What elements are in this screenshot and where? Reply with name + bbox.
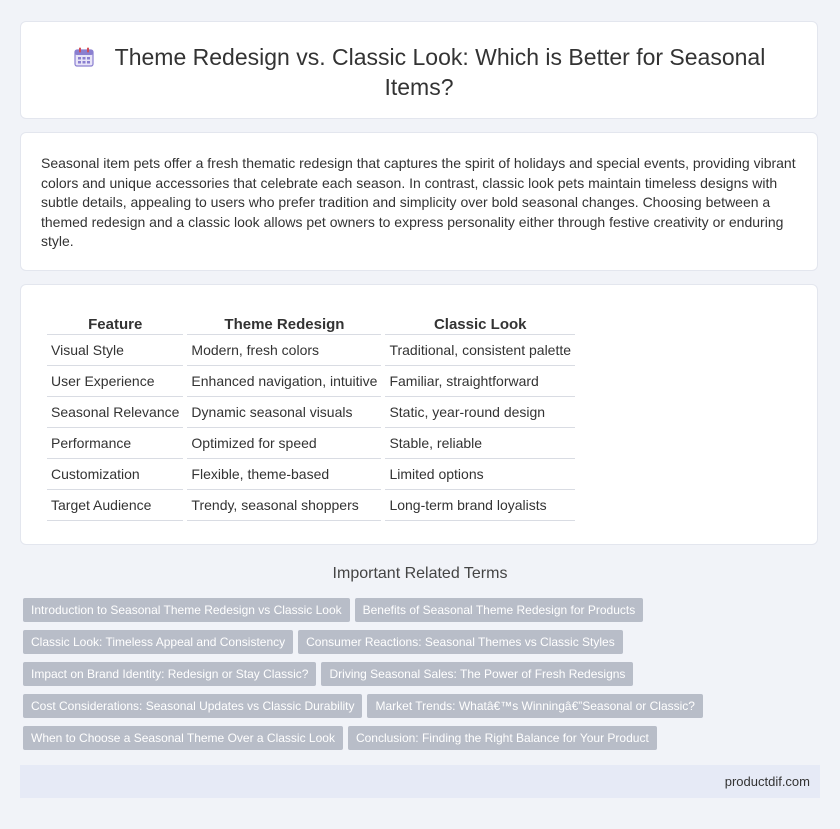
table-cell: Familiar, straightforward	[385, 366, 575, 397]
related-terms-list	[23, 598, 823, 758]
table-cell: Traditional, consistent palette	[385, 335, 575, 366]
table-cell: Target Audience	[47, 490, 183, 521]
intro-card	[20, 132, 818, 271]
table-cell: Optimized for speed	[187, 428, 381, 459]
table-row	[47, 490, 575, 521]
title-line-1: Theme Redesign vs. Classic Look: Which is Better for Seasonal	[114, 44, 766, 70]
comparison-card	[20, 284, 818, 545]
comparison-table	[43, 313, 579, 521]
table-cell: Trendy, seasonal shoppers	[187, 490, 381, 521]
related-term-link[interactable]: Classic Look: Timeless Appeal and Consistency	[23, 630, 293, 654]
table-row	[47, 335, 575, 366]
table-cell: Long-term brand loyalists	[385, 490, 575, 521]
related-term-link[interactable]: Benefits of Seasonal Theme Redesign for Products	[355, 598, 644, 622]
table-cell: User Experience	[47, 366, 183, 397]
related-term-link[interactable]: Consumer Reactions: Seasonal Themes vs Classic Styles	[298, 630, 623, 654]
table-cell: Seasonal Relevance	[47, 397, 183, 428]
calendar-icon	[73, 46, 95, 68]
table-cell: Dynamic seasonal visuals	[187, 397, 381, 428]
intro-text: Seasonal item pets offer a fresh thematic redesign that captures the spirit of holidays and special events, providing vibrant colors and unique accessories that celebrate each season. In contrast, classic look pets maintain timeless designs with subtle details, appealing to users who prefer tradition and simplicity over bold seasonal changes. Choosing between a themed redesign and a classic look allows pet owners to express personality either through festive creativity or enduring style.	[41, 155, 796, 249]
related-terms-title: Important Related Terms	[332, 565, 508, 582]
table-cell: Performance	[47, 428, 183, 459]
header-card	[20, 21, 818, 119]
table-cell: Static, year-round design	[385, 397, 575, 428]
table-cell: Customization	[47, 459, 183, 490]
table-cell: Flexible, theme-based	[187, 459, 381, 490]
table-cell: Modern, fresh colors	[187, 335, 381, 366]
table-row	[47, 459, 575, 490]
table-cell: Stable, reliable	[385, 428, 575, 459]
header-theme-redesign: Theme Redesign	[187, 313, 381, 335]
table-row	[47, 428, 575, 459]
footer-site-link[interactable]: productdif.com	[724, 774, 810, 789]
related-term-link[interactable]: Driving Seasonal Sales: The Power of Fresh Redesigns	[321, 662, 633, 686]
title-line-2: Items?	[384, 74, 454, 100]
related-term-link[interactable]: Conclusion: Finding the Right Balance for Your Product	[348, 726, 657, 750]
table-cell: Visual Style	[47, 335, 183, 366]
related-term-link[interactable]: Market Trends: Whatâ€™s Winningâ€”Seasonal or Classic?	[367, 694, 702, 718]
table-header-row	[47, 313, 575, 335]
table-row	[47, 397, 575, 428]
related-term-link[interactable]: Cost Considerations: Seasonal Updates vs Classic Durability	[23, 694, 362, 718]
table-cell: Enhanced navigation, intuitive	[187, 366, 381, 397]
related-term-link[interactable]: Impact on Brand Identity: Redesign or Stay Classic?	[23, 662, 316, 686]
table-cell: Limited options	[385, 459, 575, 490]
related-term-link[interactable]: When to Choose a Seasonal Theme Over a Classic Look	[23, 726, 343, 750]
footer	[20, 765, 820, 798]
header-classic-look: Classic Look	[385, 313, 575, 335]
page-title	[21, 42, 817, 102]
table-row	[47, 366, 575, 397]
related-term-link[interactable]: Introduction to Seasonal Theme Redesign vs Classic Look	[23, 598, 350, 622]
header-feature: Feature	[47, 313, 183, 335]
